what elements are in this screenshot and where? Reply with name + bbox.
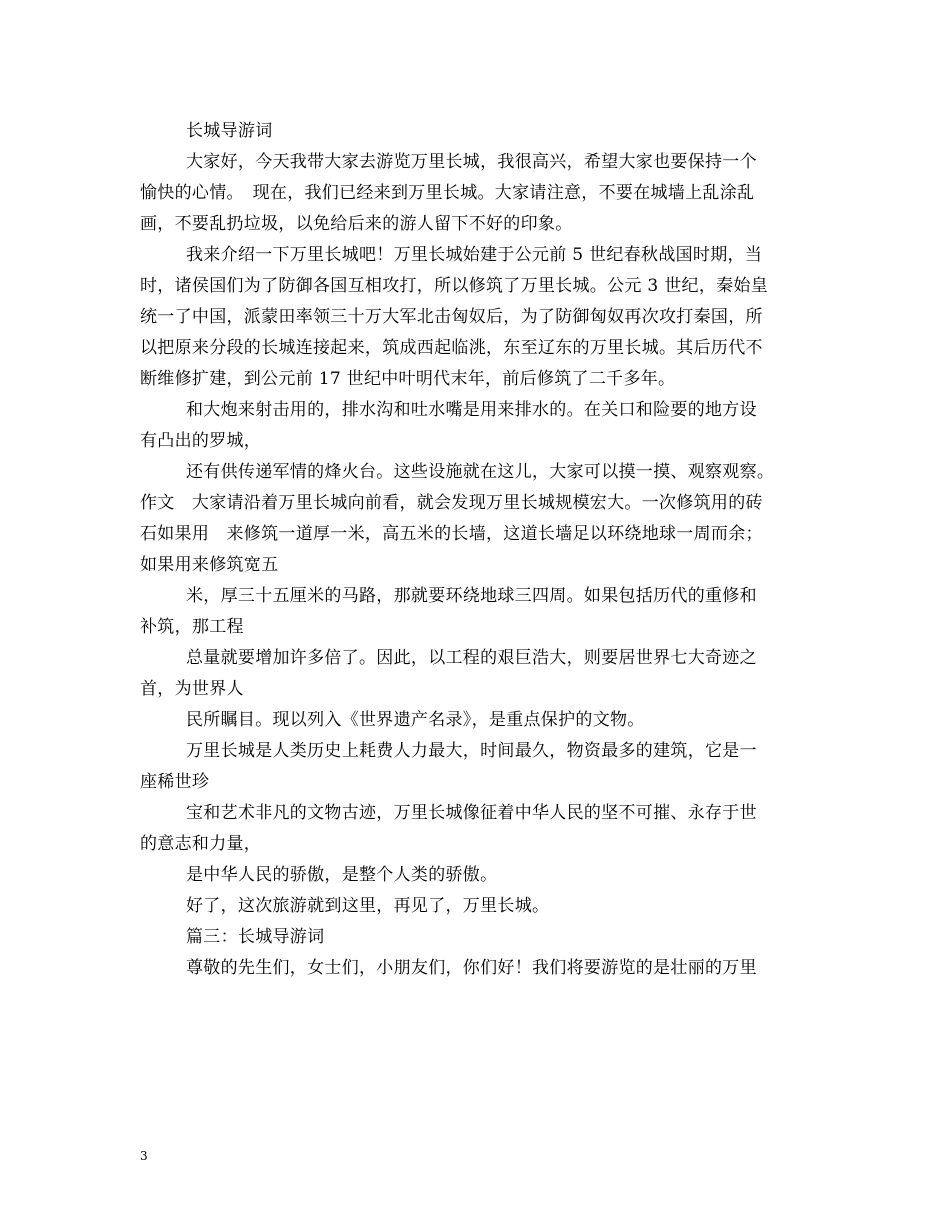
text-line: 大家好，今天我带大家去游览万里长城，我很高兴，希望大家也要保持一个	[186, 152, 757, 172]
text-line: 补筑，那工程	[140, 617, 244, 637]
text-line: 的意志和力量，	[140, 834, 262, 854]
text-line: 统一了中国，派蒙田率领三十万大军北击匈奴后，为了防御匈奴再次攻打秦国，所	[140, 307, 763, 327]
text-line: 座稀世珍	[140, 772, 210, 792]
text-line: 画，不要乱扔垃圾，以免给后来的游人留下不好的印象。	[140, 214, 573, 234]
text-line: 我来介绍一下万里长城吧！万里长城始建于公元前 5 世纪春秋战国时期，当	[186, 245, 763, 265]
document-body	[140, 116, 830, 984]
text-line: 宝和艺术非凡的文物古迹，万里长城像征着中华人民的坚不可摧、永存于世	[186, 803, 757, 823]
text-line: 尊敬的先生们，女士们，小朋友们，你们好！我们将要游览的是壮丽的万里	[186, 958, 757, 978]
text-line: 总量就要增加许多倍了。因此，以工程的艰巨浩大，则要居世界七大奇迹之	[186, 648, 757, 668]
text-line: 时，诸侯国们为了防御各国互相攻打，所以修筑了万里长城。公元 3 世纪，秦始皇	[140, 276, 769, 296]
text-line: 作文 大家请沿着万里长城向前看，就会发现万里长城规模宏大。一次修筑用的砖	[140, 493, 763, 513]
text-line: 长城导游词	[186, 121, 273, 141]
text-line: 好了，这次旅游就到这里，再见了，万里长城。	[186, 896, 550, 916]
text-line: 还有供传递军情的烽火台。这些设施就在这儿，大家可以摸一摸、观察观察。	[186, 462, 775, 482]
text-line: 如果用来修筑宽五	[140, 555, 279, 575]
text-line: 以把原来分段的长城连接起来，筑成西起临洮，东至辽东的万里长城。其后历代不	[140, 338, 763, 358]
text-line: 有凸出的罗城，	[140, 431, 262, 451]
text-line: 首，为世界人	[140, 679, 244, 699]
text-line: 石如果用 来修筑一道厚一米，高五米的长墙，这道长墙足以环绕地球一周而余；	[140, 524, 763, 544]
text-line: 万里长城是人类历史上耗费人力最大，时间最久，物资最多的建筑，它是一	[186, 741, 757, 761]
text-line: 愉快的心情。 现在，我们已经来到万里长城。大家请注意，不要在城墙上乱涂乱	[140, 183, 755, 203]
text-line: 篇三：长城导游词	[186, 927, 325, 947]
text-line: 断维修扩建，到公元前 17 世纪中叶明代末年，前后修筑了二千多年。	[140, 369, 676, 389]
page-number: 3	[140, 1149, 148, 1163]
text-line: 是中华人民的骄傲，是整个人类的骄傲。	[186, 865, 498, 885]
text-line: 和大炮来射击用的，排水沟和吐水嘴是用来排水的。在关口和险要的地方设	[186, 400, 757, 420]
text-line: 民所瞩目。现以列入《世界遗产名录》，是重点保护的文物。	[186, 710, 645, 730]
text-line: 米，厚三十五厘米的马路，那就要环绕地球三四周。如果包括历代的重修和	[186, 586, 757, 606]
